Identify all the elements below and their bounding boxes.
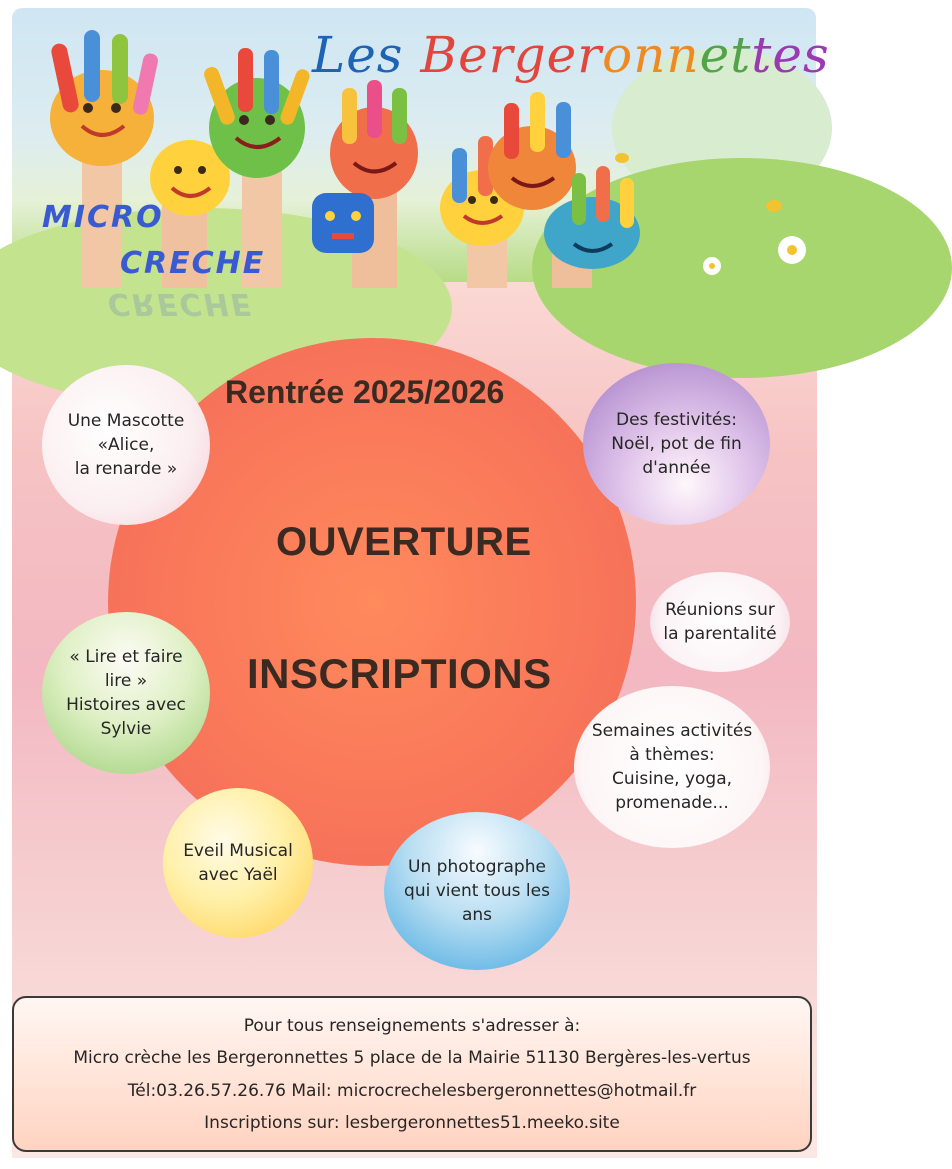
- brand-title-part: Les: [312, 26, 421, 84]
- photographe-text: Un photographe qui vient tous les ans: [404, 857, 550, 925]
- semaines-text: Semaines activités à thèmes: Cuisine, yoga, promenade...: [591, 721, 753, 813]
- info-contact: Tél:03.26.57.26.76 Mail: microcrechelesbergeronnettes@hotmail.fr: [127, 1081, 697, 1101]
- brand-title-part: tes: [751, 26, 830, 84]
- mascot-text: Une Mascotte «Alice, la renarde »: [67, 411, 185, 479]
- creche-label: CRECHE: [120, 246, 266, 281]
- hand-blob: [488, 92, 576, 210]
- festivites-bubble: [583, 363, 770, 525]
- brand-title: [312, 26, 830, 84]
- lire-text: « Lire et faire lire » Histoires avec Sylvie: [66, 647, 186, 739]
- hand-blob: [312, 193, 374, 253]
- creche-reflection: CRECHE: [108, 286, 254, 321]
- brand-title-part: Berger: [420, 26, 603, 84]
- inscriptions-heading: INSCRIPTIONS: [247, 650, 552, 697]
- reunions-text: Réunions sur la parentalité: [663, 600, 777, 644]
- hand-blob: [50, 30, 159, 166]
- brand-title-part: et: [699, 26, 752, 84]
- info-registration: Inscriptions sur: lesbergeronnettes51.meeko.site: [204, 1113, 620, 1133]
- info-address: Micro crèche les Bergeronnettes 5 place de la Mairie 51130 Bergères-les-vertus: [73, 1048, 751, 1068]
- micro-label: MICRO: [42, 200, 164, 235]
- info-intro: Pour tous renseignements s'adresser à:: [243, 1016, 581, 1036]
- contact-info-box: [12, 996, 812, 1152]
- lire-bubble: [42, 612, 210, 774]
- semaines-bubble: [574, 686, 770, 848]
- hand-blob: [330, 80, 418, 199]
- photographe-bubble: [384, 812, 570, 970]
- festivites-text: Des festivités: Noël, pot de fin d'année: [611, 410, 742, 478]
- reunions-bubble: [650, 572, 790, 672]
- brand-title-part: onn: [602, 26, 700, 84]
- eveil-bubble: [163, 788, 313, 938]
- header-banner: [12, 8, 830, 282]
- ouverture-heading: OUVERTURE: [276, 520, 532, 564]
- rentree-heading: Rentrée 2025/2026: [225, 374, 505, 410]
- mascot-bubble: [42, 365, 210, 525]
- eveil-text: Eveil Musical avec Yaël: [183, 841, 293, 885]
